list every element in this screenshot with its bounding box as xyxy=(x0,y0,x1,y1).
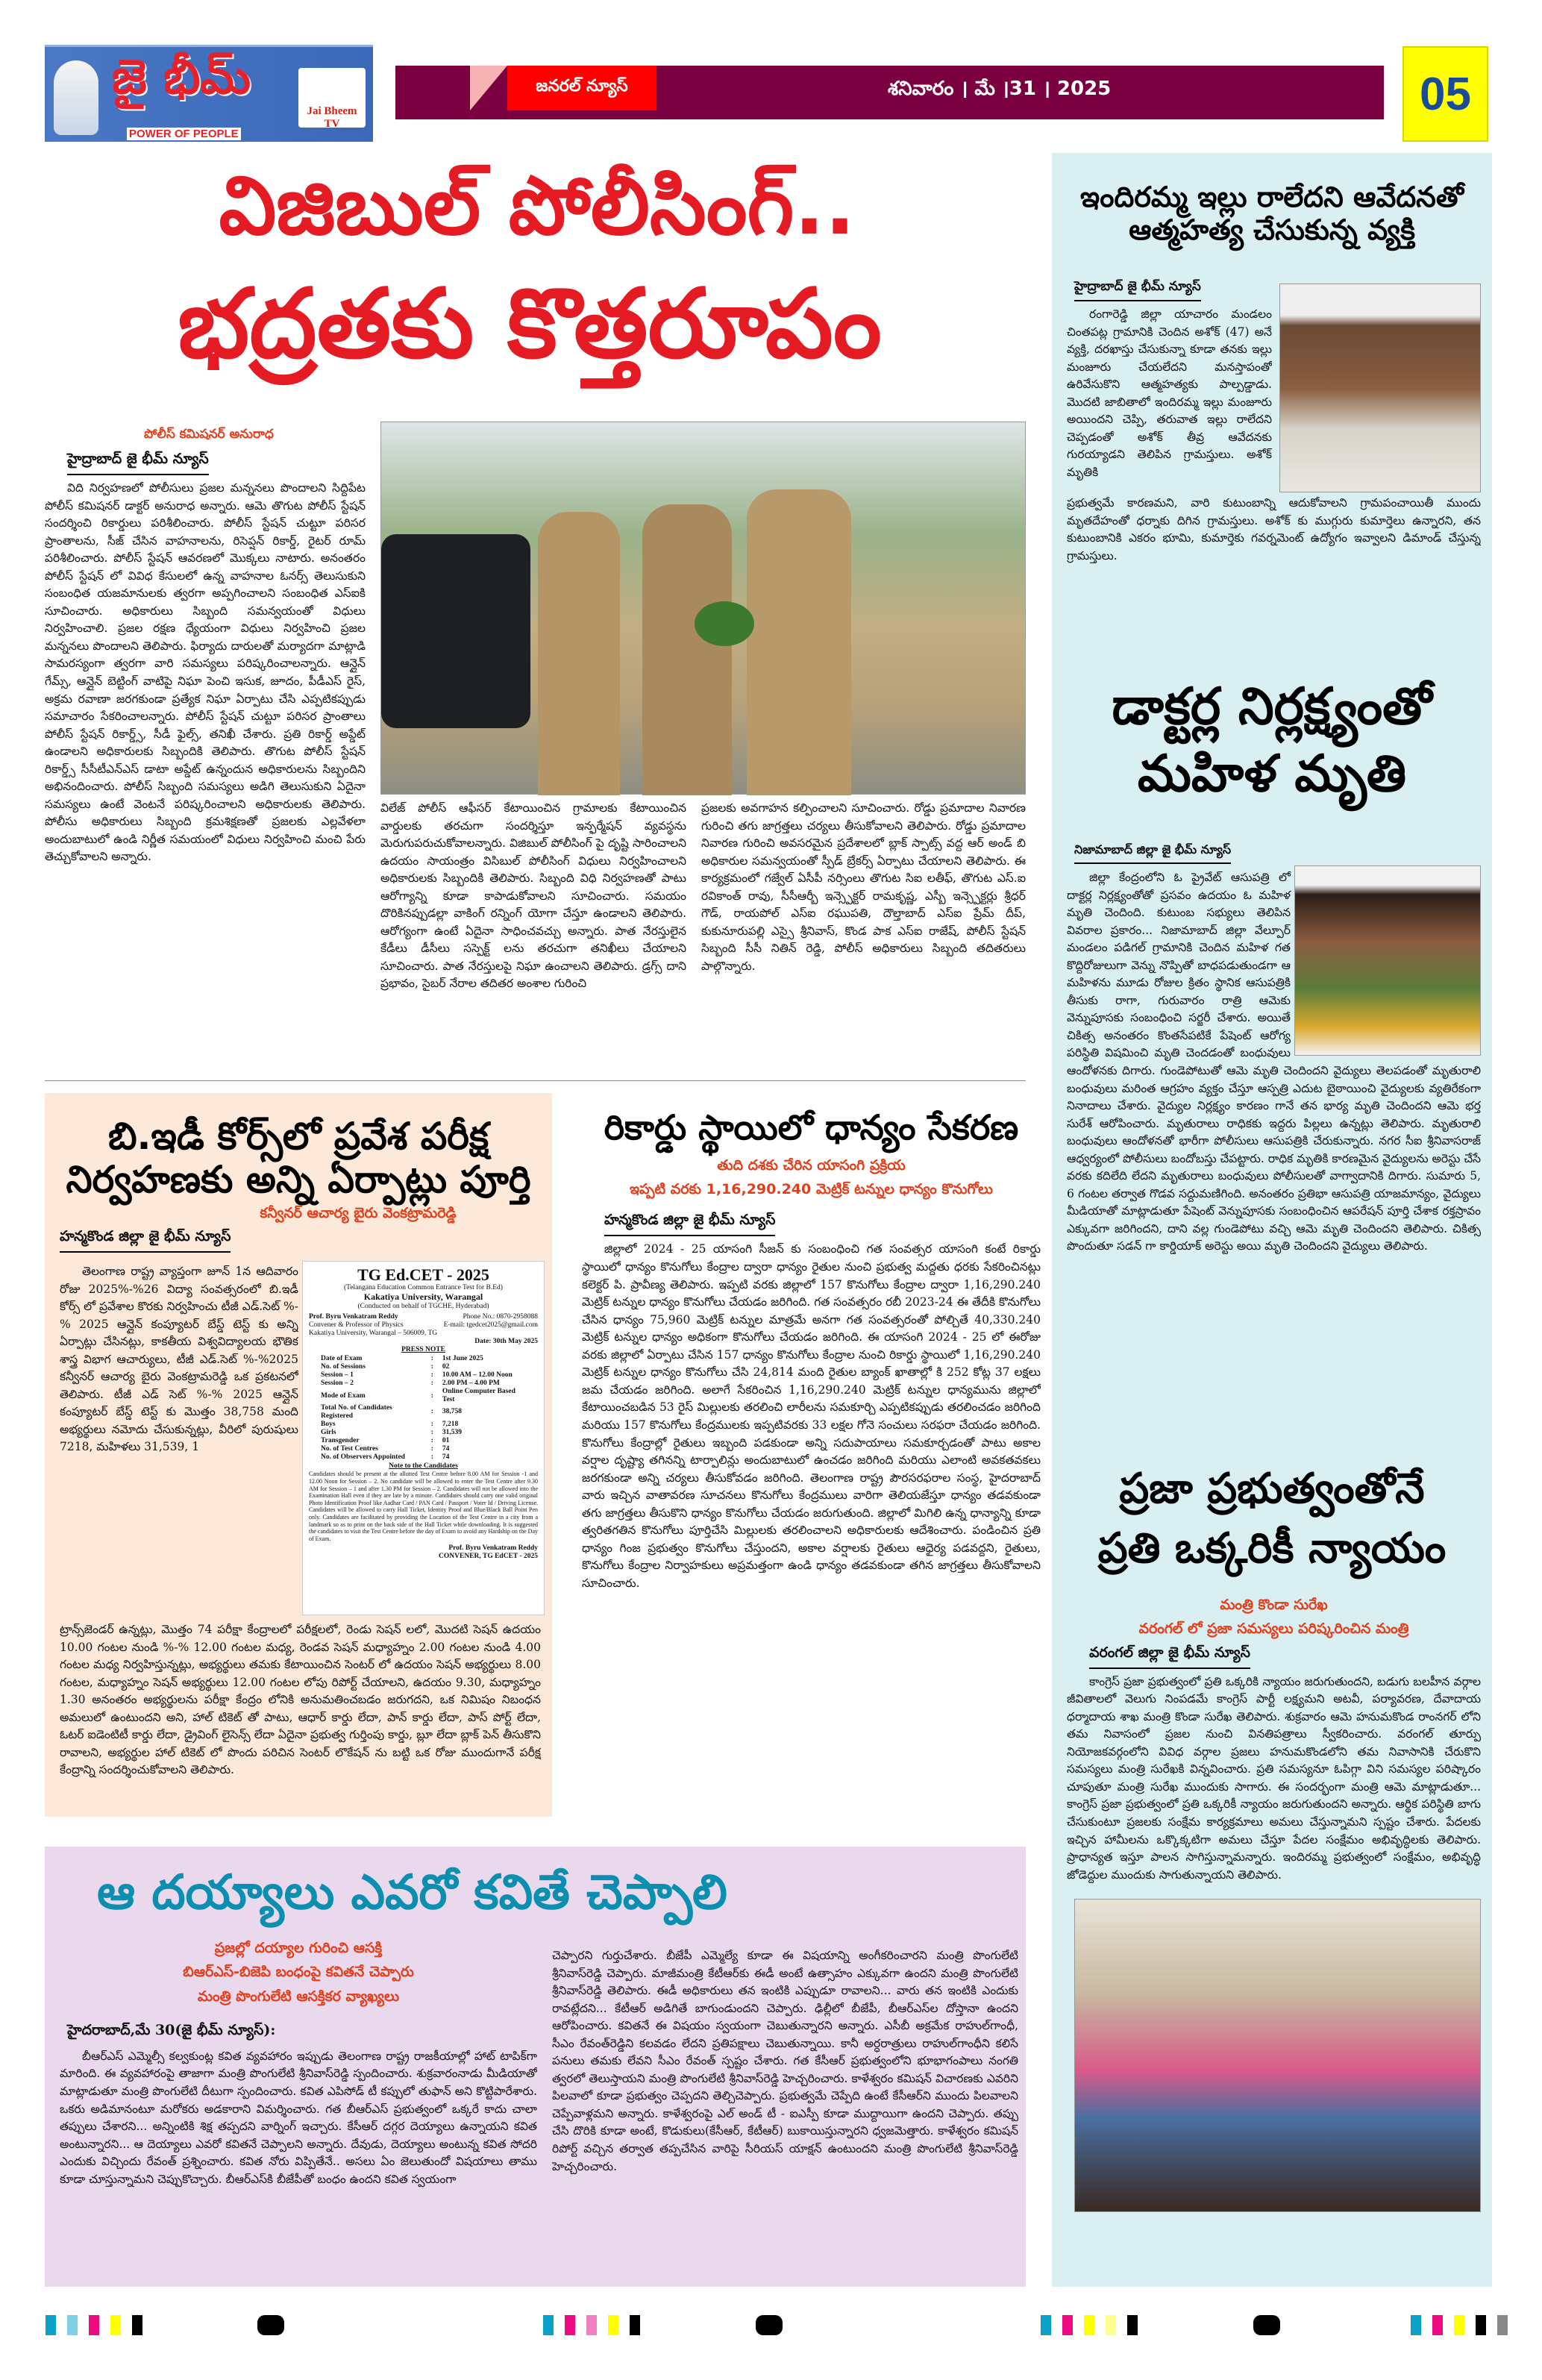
color-swatch xyxy=(630,2315,640,2335)
press-note-row xyxy=(316,1429,530,1437)
dateline: నిజామాబాద్ జిల్లా జై భీమ్ న్యూస్ xyxy=(1074,842,1231,864)
row-colon: : xyxy=(430,1371,433,1380)
bed-headline-line1: బి.ఇడీ కోర్స్‌లో ప్రవేశ పరీక్ష xyxy=(107,1115,489,1158)
color-swatch xyxy=(608,2315,618,2335)
justice-subhead-2: వరంగల్ లో ప్రజా సమస్యలు పరిష్కరించిన మంత్రి xyxy=(1138,1620,1409,1638)
press-note-row xyxy=(316,1437,530,1445)
press-note-note-heading: Note to the Candidates xyxy=(389,1462,458,1471)
row-value: 01 xyxy=(442,1436,450,1444)
main-subhead: పోలీస్ కమిషనర్ అనురాధ xyxy=(144,427,274,442)
row-key: Session – 1 xyxy=(321,1371,354,1380)
bed-subhead: కన్వీనర్ ఆచార్య బైరు వెంకట్రామరెడ్డి xyxy=(260,1205,457,1221)
color-swatch xyxy=(543,2315,554,2335)
kavitha-headline: ఆ దయ్యాలు ఎవరో కవితే చెప్పాలి xyxy=(97,1865,727,1920)
row-value: 7,218 xyxy=(442,1420,459,1428)
bed-body-full xyxy=(60,1621,541,1811)
grain-subhead-2: ఇప్పటి వరకు 1,16,290.240 మెట్రిక్ టన్నుల ధాన్యం కొనుగోలు xyxy=(629,1181,994,1198)
row-value: 31,539 xyxy=(442,1428,462,1436)
press-note-date: Date: 30th May 2025 xyxy=(474,1337,538,1345)
paragraph: తెలంగాణ రాష్ట్ర వ్యాప్తంగా జూన్ 1న ఆదివారం రోజు 2025%-%26 విద్యా సంవత్సరంలో బి.ఇడీ కోర్స్ లో ప్రవేశాల కొరకు నిర్వహించు టీజీ ఎడ్.సెట్ %-% 2025 ఆన్లైన్ కంప్యూటర్ బేస్డ్ టెస్ట్ కు అన్ని ఏర్పాట్లు చేసినట్లు, కాకతీయ విశ్వవిద్యాలయ భౌతిక శాస్త్ర విభాగ ఆచార్యులు, టీజీ ఎడ్.సెట్ %-%2025 కన్వీనర్ ఆచార్య బైరు వెంకట్రామరెడ్డి ఒక ప్రకటనలో తెలిపారు. టీజీ ఎడ్ సెట్ %-% 2025 ఆన్లైన్ కంప్యూటర్ బేస్డ్ టెస్ట్ కు మొత్తం 38,758 మంది అభ్యర్థులు నమోదు చేసుకున్నట్లు, వీరిలో పురుషులు 7218, మహిళలు 31,539, 1 xyxy=(60,1265,298,1454)
color-swatch xyxy=(1476,2315,1486,2335)
row-value: Online Computer Based Test xyxy=(442,1388,515,1404)
suicide-headline-line1: ఇందిరమ్మ ఇల్లు రాలేదని ఆవేదనతో xyxy=(1080,181,1464,213)
right-sidebar xyxy=(1052,153,1492,2287)
row-colon: : xyxy=(430,1391,433,1400)
color-swatch xyxy=(1411,2315,1421,2335)
police-article-col3 xyxy=(701,800,1026,1061)
color-swatch xyxy=(1454,2315,1464,2335)
press-note-sign-title: CONVENER, TG EdCET - 2025 xyxy=(439,1553,538,1561)
press-note-table xyxy=(316,1355,530,1461)
press-note-row xyxy=(316,1421,530,1429)
newspaper-logo xyxy=(45,45,373,142)
row-key: Mode of Exam xyxy=(321,1391,366,1400)
row-colon: : xyxy=(430,1408,433,1416)
photo-officer xyxy=(747,489,851,795)
kavitha-subhead-2: బిఆర్ఎస్-బిజెపి బంధంపై కవితనే చెప్పారు xyxy=(183,1964,414,1981)
row-colon: : xyxy=(430,1428,433,1436)
photo-officer xyxy=(538,512,620,795)
registration-mark xyxy=(257,2315,284,2335)
article-body xyxy=(582,1241,1041,1797)
row-key: Date of Exam xyxy=(321,1355,363,1363)
bed-body-left xyxy=(60,1263,298,1614)
header-bar-accent xyxy=(470,66,507,110)
dateline: హన్మకొండ జిల్లా జై భీమ్ న్యూస్ xyxy=(604,1212,775,1236)
color-swatch xyxy=(67,2315,78,2335)
police-commissioner-photo xyxy=(380,422,1026,795)
article-body xyxy=(1067,1673,1481,1890)
police-article-col2 xyxy=(380,800,686,1061)
ambedkar-portrait xyxy=(54,60,98,135)
color-swatch xyxy=(1041,2315,1051,2335)
press-note-row xyxy=(316,1404,530,1421)
paragraph: ప్రజలకు అవగాహన కల్పించాలని సూచించారు. రోడ్డు ప్రమాదాల నివారణ గురించి తగు జాగ్రత్తలు చర్యలు తీసుకోవాలని తెలిపారు. రోడ్డు ప్రమాదాల నివారణ గురించి అవసరమైన ప్రదేశాలలో బ్లాక్ స్పాట్స్ వద్ద ఆర్ అండ్ బి అధికారుల సమన్వయంతో స్పీడ్ బ్రేకర్స్ ఏర్పాటు చేయాలని తెలిపారు. ఈ కార్యక్రమంలో గజ్వేల్ ఏసీపీ నర్సింలు తొగుట సిఐ లతీఫ్, తొగుట ఎస్.ఐ రవికాంత్ రావు, సీసీఆర్బీ ఇన్స్పెక్టర్ రామకృష్ణ, ఎస్బీ ఇన్స్పెక్టర్లు శ్రీధర్ గౌడ్, రాయపోల్ ఎస్ఐ రఘుపతి, దౌల్తాబాద్ ఎస్ఐ ప్రేమ్ దీప్, కుకునూరుపల్లి ఎస్సై శ్రీనివాస్, కొండ పాక ఎస్ఐ రాజేష్, పోలీస్ స్టేషన్ సిబ్బంది సీసీ నితిన్ రెడ్డి, పోలీస్ అధికారులు సిబ్బంది తదితరులు పాల్గొన్నారు. xyxy=(701,801,1026,973)
photo-car xyxy=(381,534,530,728)
victim-photo xyxy=(1279,284,1481,492)
row-colon: : xyxy=(430,1420,433,1428)
press-note-email: E-mail: tgedcet2025@gmail.com xyxy=(443,1321,538,1329)
paragraph: చెప్పారని గుర్తుచేశారు. బీజేపీ ఎమ్మెల్యే కూడా ఈ విషయాన్ని అంగీకరించారని మంత్రి పొంగులేటి శ్రీనివాస్‌రెడ్డి చెప్పారు. మాజీమంత్రి కేటీఆర్‌కు ఈడీ అంటే ఉత్సాహం ఎక్కువగా ఉందని మంత్రి పొంగులేటి శ్రీనివాస్‌రెడ్డి తెలిపారు. ఈడీ అధికారులు తన ఇంటికి ఎప్పుడూ రావాలని... వారు తన ఇంటికి ఎందుకు రావట్లేదని... కేటీఆర్ అడిగితే బాగుండుందని చెప్పారు. ఢిల్లీలో బీజేపీ, బీఆర్ఎస్‌ల దోస్తానా ఉందని ఆరోపించారు. కవితనే ఈ విషయం స్వయంగా చెబుతున్నారని అన్నారు. ఎసీబీ అక్రమేక రాహుల్‌గాంధీ, సీఎం రేవంత్‌రెడ్డిని కలవడం లేదని ప్రతిపక్షాలు చెబుతున్నాయి. కానీ అర్ధరాత్రులు రాహుల్‌గాంధీని కలిసే పనులు తమకు లేవని సీఎం రేవంత్ స్పష్టం చేశారు. గత కేసీఆర్ ప్రభుత్వంలోని భూభాగంపాలు నంగతి త్వరలో తెలుస్తాయని మంత్రి పొంగులేటి శ్రీనివాస్‌రెడ్డి హెచ్చరించారు. కాళేశ్వరం కమిషన్ విచారణకు ఎవరిని పిలవాలో కూడా ప్రభుత్వం చెప్పదని తెల్చిచెప్పారు. ప్రభుత్వమే చెప్పేది ఉంటే కేసీఆర్‌ని ముందు పిలవాలని చెప్పేవాళ్లమని అన్నారు. కాళేశ్వరంపై ఎల్ అండ్ టీ - ఐఎస్పీ కూడా ముద్దాయిగా ఉందని చెప్పారు. తప్పు చేసి దొరికి కూడా అంటే, కొడుకులు(కేసీఆర్, కేటీఆర్) బుకాయిస్తున్నారని ధ్వజమెత్తారు. కాళేశ్వరం కమిషన్ రిపోర్ట్ వచ్చిన తర్వాత తప్పచేసిన వారిపై సీరియస్ యాక్షన్ ఉంటుందని మంత్రి పొంగులేటి శ్రీనివాస్‌రెడ్డి హెచ్చరించారు. xyxy=(552,1949,1018,2173)
row-value: 74 xyxy=(442,1444,450,1453)
grain-subhead-1: తుది దశకు చేరిన యాసంగి ప్రక్రియ xyxy=(717,1156,906,1174)
press-note-conducted: (Conducted on behalf of TGCHE, Hyderabad) xyxy=(357,1302,489,1310)
grain-headline: రికార్డు స్థాయిలో ధాన్యం సేకరణ xyxy=(604,1107,1019,1147)
color-swatch xyxy=(1084,2315,1094,2335)
press-note-phone: Phone No.: 0870-2958088 xyxy=(463,1312,538,1321)
dateline: హైదరాబాద్,మే 30(జై భీమ్ న్యూస్): xyxy=(67,2021,276,2038)
issue-date: శనివారం । మే ।31 । 2025 xyxy=(888,78,1112,100)
row-key: Boys xyxy=(321,1420,336,1428)
kavitha-subhead-3: మంత్రి పొంగులేటి ఆసక్తికర వ్యాఖ్యలు xyxy=(197,1988,400,2005)
paragraph: జిల్లాలో 2024 - 25 యాసంగి సీజన్ కు సంబంధించి గత సంవత్సర యాసంగి కంటే రికార్డు స్థాయిలో ధాన్యం కొనుగోలు కేంద్రాల ద్వారా ధాన్యం రైతుల నుంచి ప్రభుత్వ మద్దతు ధరకు సేకరించినట్లు కలెక్టర్ పి. ప్రావీణ్య తెలిపారు. ఇప్పటి వరకు జిల్లాలో 157 కొనుగోలు కేంద్రాల ద్వారా 1,16,290.240 మెట్రిక్ టన్నుల ధాన్యం కొనుగోలు చేయడం జరిగింది. గత సంవత్సరం రబీ 2023-24 ఈ తేదీకి కొనుగోలు చేసిన ధాన్యం 75,960 మెట్రిక్ టన్నుల మాత్రమే అనగా గత సంవత్సరంతో పోల్చితే 40,330.240 మెట్రిక్ టన్నుల ధాన్యం అధికంగా కొనుగోలు చేయడం జరిగింది. ఈ యాసంగి 2024 - 25 లో ఈరోజు వరకు జిల్లాలో ఏర్పాటు చేసిన 157 ధాన్యం కొనుగోలు కేంద్రాల నుంచి రికార్డు స్థాయిలో 1,16,290.240 మెట్రిక్ టన్నుల ధాన్యం కొనుగోలు చేసి 24,814 మంది రైతుల బ్యాంక్ ఖాతాల్లో కి 252 కోట్ల 37 లక్షలు జమ చేయడం జరిగింది. అలాగే సేకరించిన 1,16,290.240 మెట్రిక్ టన్నుల ధాన్యమును జిల్లాలో కేటాయించబడిన 53 రైస్ మిల్లులకు తరలించి లారీలను సమకూర్చి ఎప్పటికప్పుడు తరలించడం జరిగింది మరియు 157 కొనుగోలు కేంద్రములకు ఇప్పటివరకు 33 లక్షల గోనె సంచులు సరఫరా చేయడం జరిగింది. కొనుగోలు కేంద్రాల్లో రైతులు ఇబ్బంది పడకుండా అన్ని సదుపాయాలు సమకూర్చడంతో పాటు అకాల వర్షాల దృష్ట్యా తగినన్ని టార్పాలిన్లు అందుబాటులో ఉంచడం జరిగింది మరియు ఎలాంటి అవకతవకలు జరగకుండా అన్ని చర్యలు తీసుకోవడం జరిగింది. తెలంగాణ రాష్ట్ర పౌరసరఫరాల సంస్థ, హైదరాబాద్ వారు ఇచ్చిన వాతావరణ సూచనలు కొనుగోలు కేంద్రములు వారిగా తెలియజేస్తూ ధాన్యం తడవకుండా తగు జాగ్రత్తలు తీసుకొని ధాన్యం కొనుగోలు చేయడం జరుగుతుంది. జిల్లాలో మిగిలి ఉన్న ధాన్యాన్ని కూడా త్వరితగతిన కొనుగోలు పూర్తిచేసి మిల్లులకు తరలించాలని అధికారులకు ఆదేశించారు. పండించిన ప్రతి ధాన్యం గింజ ప్రభుత్వం కొనుగోలు చేస్తుందని, అకాల వర్షాలకు రైతులు ఆధైర్య పడవద్దని, రైతులు, కొనుగోలు కేంద్రాల నిర్వాహకులు అప్రమత్తంగా ఉండి ధాన్యం తడవకుండా తగిన జాగ్రత్తలు తీసుకోవాలని సూచించారు. xyxy=(582,1242,1041,1590)
header-bar xyxy=(395,66,1384,119)
press-note-row xyxy=(316,1388,530,1404)
row-value: 2.00 PM – 4.00 PM xyxy=(442,1380,500,1388)
row-colon: : xyxy=(430,1380,433,1388)
row-colon: : xyxy=(430,1355,433,1363)
press-note-prof-title: Convener & Professor of Physics xyxy=(309,1321,404,1329)
registration-mark xyxy=(756,2315,783,2335)
row-value: 1st June 2025 xyxy=(442,1355,483,1363)
kavitha-subhead-1: ప్రజల్లో దయ్యాల గురించి ఆసక్తి xyxy=(214,1940,383,1956)
dateline: వరంగల్ జిల్లా జై భీమ్ న్యూస్ xyxy=(1089,1644,1250,1669)
photo-officer xyxy=(642,504,732,795)
section-label: జనరల్ న్యూస్ xyxy=(507,66,656,110)
row-colon: : xyxy=(430,1436,433,1444)
press-note-title: TG Ed.CET - 2025 xyxy=(357,1265,489,1284)
press-note-heading: PRESS NOTE xyxy=(401,1345,445,1353)
justice-headline-line2: ప్రతి ఒక్కరికీ న్యాయం xyxy=(1097,1524,1447,1573)
doctor-body xyxy=(1067,869,1481,1436)
paragraph: ట్రాన్స్‌జెండర్ ఉన్నట్లు, మొత్తం 74 పరీక్షా కేంద్రాలలో పరీక్షలలో, రెండు సెషన్ లలో, మొదటి సెషన్ ఉదయం 10.00 గంటల నుండి %-% 12.00 గంటల మధ్య, రెండవ సెషన్ మధ్యాహ్నం 2.00 గంటల నుండి 4.00 గంటల మధ్య నిర్వహిస్తున్నట్లు, అభ్యర్థులు తమకు కేటాయించిన సెంటర్ లో ఉదయం సెషన్ అభ్యర్థులు 8.00 గంటల, మధ్యాహ్నం సెషన్ అభ్యర్థులు 12.00 గంటల లోపు రిపోర్ట్ చేయాలని, ఉదయం 9.30, మధ్యాహ్నం 1.30 అనంతరం అభ్యర్థులను పరీక్షా కేంద్రం లోనికి అనుమతించబడం జరుగదని, ఒక నిమిషం నిబంధన అమలులో ఉంటుందని అని, హాల్ టికెట్ తో పాటు, ఆధార్ కార్డు లేదా, పాన్ కార్డు లేదా, పాస్ పోర్ట్ లేదా, ఓటర్ ఐడెంటిటీ కార్డు లేదా, డ్రైవింగ్ లైసెన్స్ లేదా ఏదైనా ప్రభుత్వ గుర్తింపు కార్డు, బ్లూ లేదా బ్లాక్ పెన్ తీసుకొని రావాలని, అభ్యర్థుల హాల్ టికెట్ లో పొందు పరిచిన సెంటర్ లొకేషన్ ను బట్టి ఒక రోజు ముందుగానే పరీక్ష కేంద్రాన్ని సందర్శించుకోవాలని తెలిపారు. xyxy=(60,1623,541,1777)
color-swatch xyxy=(1127,2315,1138,2335)
dateline: హైద్రాబాద్ జై భీమ్ న్యూస్ xyxy=(67,451,209,475)
color-swatch xyxy=(565,2315,575,2335)
press-note-image xyxy=(302,1261,545,1615)
row-key: Total No. of Candidates Registered xyxy=(321,1403,392,1420)
grain-article xyxy=(582,1108,1041,1797)
press-note-row xyxy=(316,1453,530,1462)
justice-headline-line1: ప్రజా ప్రభుత్వంతోనే xyxy=(1119,1465,1425,1513)
row-key: No. of Observers Appointed xyxy=(321,1453,405,1461)
row-colon: : xyxy=(430,1363,433,1371)
row-value: 38,758 xyxy=(442,1408,462,1416)
press-note-sign-name: Prof. Byru Venkatram Reddy xyxy=(448,1544,538,1553)
article-body xyxy=(45,480,366,1069)
bed-article xyxy=(45,1093,552,1817)
dateline: హన్మకొండ జిల్లా జై భీమ్ న్యూస్ xyxy=(60,1228,231,1253)
row-key: Girls xyxy=(321,1428,336,1436)
minister-meeting-photo xyxy=(1074,1899,1481,2212)
row-key: No. of Test Centres xyxy=(321,1444,378,1453)
suicide-headline-line2: ఆత్మహత్య చేసుకున్న వ్యక్తి xyxy=(1129,213,1415,246)
dateline: హైద్రాబాద్ జై భీమ్ న్యూస్ xyxy=(1074,279,1201,301)
paragraph: ప్రభుత్వమే కారణమని, వారి కుటుంబాన్ని ఆదుకోవాలని గ్రామపంచాయితీ ముందు మృతదేహంతో ధర్నాకు దిగిన గ్రామస్తులు. అశోక్ కు ముగ్గురు కుమార్తెలు ఉన్నారని, తన కుటుంబానికి ఎకరం భూమి, కుమార్తెకు గవర్నమెంట్ ఉద్యోగం ఇవ్వాలని డిమాండ్ చేస్తున్న గ్రామస్తులు. xyxy=(1067,496,1481,563)
press-note-row xyxy=(316,1363,530,1371)
paragraph: జిల్లా కేంద్రంలోని ఓ ప్రైవేట్ ఆసుపత్రి లో దాక్టర్ల నిర్లక్ష్యంతోతో ప్రసవం ఉదయం ఓ మహిళ మృతి చెందింది. కుటుంబ సభ్యులు తెలిపిన వివరాల ప్రకారం... నిజామాబాద్ జిల్లా వేల్పూర్ మండలం పడిగల్ గ్రామానికి చెందిన మహిళ గత కొద్దిరోజులుగా వెన్ను నొప్పితో బాధపడుతుండగా ఆ మహిళను మూడు రోజుల క్రితం స్థానిక ఆసుపత్రికి తీసుకు రాగా, గురువారం రాత్రి ఆమెకు వెన్నుపూసకు సంబంధించి సర్జరీ చేశారు. అయితే చికిత్స అనంతరం కొంతసేపటికే పేషెంట్ ఆరోగ్య పరిస్థితి విషమించి మృతి చెందడంతో బంధువులు ఆందోళనకు దిగారు. గుండెపోటుతో ఆమె మృతి చెందిందని వైద్యులు తెలపడంతో మృతురాలి బంధువులు మరింత ఆగ్రహం వ్యక్తం చేస్తూ ఆస్పత్రి ఎదుట బైఠాయించి వైద్యులకు వ్యతిరేకంగా నినాదాలు చేశారు. వైద్యుల నిర్లక్ష్యం కారణం గానే తన భార్య మృతి చెందిందని ఆమె భర్త సురేశ్ ఆరోపించారు. మృతురాలు రాధికకు ఇద్దరు పిల్లలు ఉన్నట్లు తెలిపారు. మృతురాలి బంధువులు ఆందోళనతో భారీగా పోలీసులు ఆసుపత్రికి చేరుకున్నారు. నగర సీఐ శ్రీనివాసరాజ్ ఆధ్వర్యంలో పోలీసులు బందోబస్తు చేపట్టారు. రాధిక మృతికి కారణమైన వైద్యులను అరెస్టు చేసే వరకు కదిలేది లేదని మృతురాలు బంధువులు పోలీసులతో వాగ్వాదానికి దిగారు. సుమారు 5, 6 గంటల తర్వాత గొడవ సద్దుమణిగింది. అనంతరం ప్రతిభా ఆసుపత్రి యాజమాన్యం, వైద్యులు మీడియాతో మాట్లాడుతూ పేషెంట్ వెన్నుపూసకు సంబంధించిన ఆపరేషన్ పూర్తి చేశాక రక్తస్రావం ఎక్కువగా జరిగిందని, దాని వల్ల గుండెపోటు వచ్చి ఆమె మృతి చెందిందని తెలిపారు. చికిత్స పొందుతూ సడన్ గా కార్డియాక్ అరెస్టు అయి మృతి చెందిందని వైద్యులు తెలిపారు. xyxy=(1067,871,1481,1253)
color-swatch xyxy=(46,2315,56,2335)
photo-spacer xyxy=(1291,869,1481,1059)
article-body xyxy=(60,2048,537,2272)
press-note-prof: Prof. Byru Venkatram Reddy xyxy=(309,1312,398,1321)
row-value: 74 xyxy=(442,1453,450,1461)
row-key: No. of Sessions xyxy=(321,1363,366,1371)
main-headline-line1: విజిబుల్ పోలీసింగ్.. xyxy=(219,160,856,253)
press-note-note-text: Candidates should be present at the allotted Test Centre before 8.00 AM for Session -1 and 12.00 Noon for Session – 2. No candidate will be allowed to enter the Test Centre after 9.30 AM for Session – 1 and after 1.30 PM for Session – 2. Candidates will not be allowed into the Examination Hall even if they are late by a minute. Candidates should carry one valid original Photo Identification Proof like Aadhar Card / PAN Card / Passport / Voter Id / Driving License. Candidates will be allowed to carry Hall Ticket, Identity Proof and Blue/Black Ball Point Pen only. Candidates are facilitated by providing the Location of the Test Centre in a city from a landmark so as to print on the back side of the Hall Ticket while downloading. It is suggested the candidates to visit the Test Centre before the day of Exam to avoid any Hardship on the Day of Exam. xyxy=(309,1471,538,1542)
photo-plant xyxy=(695,601,754,646)
paragraph: కాంగ్రెస్ ప్రజా ప్రభుత్వంలో ప్రతి ఒక్కరికి న్యాయం జరుగుతుందని, బడుగు బలహీన వర్గాల జీవితాలలో వెలుగు నింపడమే కాంగ్రెస్ పార్టీ లక్ష్యమని అటవీ, పర్యావరణ, దేవాదాయ ధర్మాదాయ శాఖ మంత్రి కొండా సురేఖ తెలిపారు. శుక్రవారం ఆమె హనుమకొండ రాంనగర్ లోని తమ నివాసంలో ప్రజల నుంచి వినతిపత్రాలు స్వీకరించారు. వరంగల్ తూర్పు నియోజకవర్గంలోని వివిధ వర్గాల ప్రజలు హనుమకొండలోని తమ నివాసానికి చేరుకొని సమస్యలు మంత్రి సురేఖకి విన్నవించారు. ప్రతి సమస్యనూ ఓపిగ్గా విని సమస్యల పరిష్కారం చూపుతూ మంత్రి సురేఖ ముందుకు సాగారు. ఈ సందర్భంగా మంత్రి ఆమె మాట్లాడుతూ... కాంగ్రెస్ ప్రజా ప్రభుత్వంలో ప్రతి ఒక్కరికీ న్యాయం జరుగుతుందని అన్నారు. ఆర్థిక పరిస్థితి బాగు చేసుకుంటూ ప్రజలకు సంక్షేమ కార్యక్రమాలు అమలు చేస్తున్నామని స్పష్టం చేశారు. పేదలకు ఇచ్చిన హామీలను ఒక్కొక్కటిగా అమలు చేస్తూ పేదల సంక్షేమం అభివృద్ధిలకు తెలిపారు. ప్రాధాన్యత ఇస్తూ పాలన సాగిస్తున్నామన్నారు. ఇందిరమ్మ ప్రభుత్వంలో సంక్షేమం, అభివృద్ధి జోడెద్దుల ముందుకు సాగుతున్నాయని తెలిపారు. xyxy=(1067,1674,1481,1882)
police-article-col1 xyxy=(45,448,366,1069)
tv-logo: Jai Bheem TV xyxy=(298,68,366,128)
logo-title: జై భీమ్ xyxy=(112,50,251,105)
page-number: 05 xyxy=(1402,46,1488,142)
color-swatch xyxy=(132,2315,142,2335)
press-note-row xyxy=(316,1371,530,1380)
paragraph: విది నిర్వహణలో పోలీసులు ప్రజల మన్ననలు పొందాలని సిద్దిపేట పోలీస్ కమిషనర్ డాక్టర్ అనురాధ అన్నారు. ఆమె తొగుట పోలీస్ స్టేషన్ సందర్శించి రికార్డులు పరిశీలించారు. పోలీస్ స్టేషన్ చుట్టూ పరిసర ప్రాంతాలను, సీజ్ చేసిన వాహనాలను, రిసెప్షన్ రికార్డ్, రైటర్ రూమ్ పరిశీలించారు. పోలీస్ స్టేషన్ ఆవరణలో మొక్కలు నాటారు. అనంతరం పోలీస్ స్టేషన్ లో వివిధ కేసులలో ఉన్న వాహనాల ఓనర్స్ తెలుసుకుని సంబంధిత యజమానులకు త్వరగా అప్పగించాలని సంబంధిత ఎస్ఐకి సూచించారు. అధికారులు సిబ్బంది సమన్వయంతో విధులు నిర్వహించాలి. ప్రజల రక్షణ ధ్యేయంగా విధులు నిర్వహించి ప్రజల మన్ననలు పొందాలని తెలిపారు. ఫిర్యాదు దారులతో మర్యాదగా మాట్లాడి సామరస్యంగా త్వరగా వారి సమస్యలు పరిష్కరించాలన్నారు. ఆన్లైన్ గేమ్స్, ఆన్లైన్ బెట్టింగ్ వాటిపై నిఘా పెంచి ఇసుక, జూదం, పీడీఎస్ రైస్, అక్రమ రవాణా జరగకుండా ప్రత్యేక నిఘా ఏర్పాటు చేసి ఎప్పటికప్పుడు సమాచారం సేకరించాలన్నారు. పోలీస్ స్టేషన్ చుట్టూ పరిసర ప్రాంతాలు పోలీస్ స్టేషన్ రికార్డ్స్, సీడీ ఫైల్స్, తనిఖీ చేశారు. ప్రతి రికార్డ్ అప్డేట్ ఉండాలని అధికారులకు సిబ్బందికి తెలిపారు. తొగుట పోలీస్ స్టేషన్ రికార్డ్స్ సీసీటీఎన్ఎస్ డాటా అప్డేట్ ఉన్నందున అధికారులను సిబ్బందిని అభినందించారు. పోలీస్ సిబ్బంది సమస్యలు అడిగి తెలుసుకుని ఏదైనా సమస్యలు ఉంటే వెంటనే పరిష్కరించాలని అధికారులకు తెలిపారు. పోలీసు అధికారులు సిబ్బంది క్రమశిక్షణతో ప్రజలకు ఎల్లవేళలా అందుబాటులో ఉండి నిర్ణీత సమయంలో విధులు నిర్వహించి మంచి పేరు తెచ్చుకోవాలని అన్నారు. xyxy=(45,481,366,864)
press-note-row xyxy=(316,1355,530,1363)
row-value: 10.00 AM – 12.00 Noon xyxy=(442,1371,513,1380)
row-colon: : xyxy=(430,1453,433,1461)
press-note-subtitle: (Telangana Education Common Entrance Test for B.Ed) xyxy=(344,1284,503,1292)
doctor-headline-line2: మహిళ మృతి xyxy=(1137,745,1407,804)
color-swatch xyxy=(586,2315,597,2335)
row-key: Session – 2 xyxy=(321,1380,354,1388)
doctor-headline-line1: డాక్టర్ల నిర్లక్ష్యంతో xyxy=(1112,677,1432,736)
row-value: 02 xyxy=(442,1363,450,1371)
kavitha-right-col xyxy=(552,1947,1018,2276)
paragraph: విలేజ్ పోలీస్ ఆఫీసర్ కేటాయించిన గ్రామాలకు కేటాయించిన వార్డులకు తరచుగా సందర్శిస్తూ ఇన్ఫర్మేషన్ వ్యవస్థను మెరుగుపరుచుకోవాలన్నారు. విజిబుల్ పోలీసింగ్ పై దృష్టి సారించాలని ఉదయం సాయంత్రం విసిబుల్ పోలీసింగ్ విధులు నిర్వహించాలని అధికారులకు సిబ్బందికి తెలిపారు. సిబ్బంది విధి నిర్వహణతో పాటు ఆరోగ్యాన్ని కూడా కాపాడుకోవాలని సూచించారు. సమయం దొరికినప్పుడల్లా వాకింగ్ రన్నింగ్ యోగా చేస్తూ ఉండాలని తెలిపారు. ఆరోగ్యంగా ఉంటే ఏదైనా సాధించవచ్చు అన్నారు. పాత నేరస్తులైన కేడీలు డీసీలు సస్పెక్ట్ లను తరచుగా తనిఖీలు చేయాలని సూచించారు. పాత నేరస్తులపై నిఘా ఉంచాలని తెలిపారు. డ్రగ్స్ దాని ప్రభావం, సైబర్ నేరాల తదితర అంశాల గురించి xyxy=(380,801,686,991)
row-key: Transgender xyxy=(321,1436,360,1444)
press-note-university: Kakatiya University, Warangal xyxy=(363,1291,483,1303)
color-swatch xyxy=(1497,2315,1508,2335)
article-body xyxy=(1067,306,1272,498)
row-colon: : xyxy=(430,1444,433,1453)
logo-tagline: POWER OF PEOPLE xyxy=(127,128,241,140)
color-swatch xyxy=(1106,2315,1116,2335)
paragraph: బీఆర్ఎస్ ఎమ్మెల్సీ కల్వకుంట్ల కవిత వ్యవహారం ఇప్పుడు తెలంగాణ రాష్ట్ర రాజకీయాల్లో హాట్ టాపిక్‌గా మారింది. ఈ వ్యవహారంపై తాజాగా మంత్రి పొంగులేటి శ్రీనివాస్‌రెడ్డి స్పందించారు. శుక్రవారంనాడు మీడియాతో మాట్లాడుతూ మంత్రి పొంగులేటి దీటుగా స్పందించారు. కవిత ఎపిసోడ్ టీ కప్పులో తుఫాన్ అని కొట్టిపారేశారు. ఒకరు అడిమానంటూ మరోకరు అడకారాని విమర్శించారు. గత బీఆర్ఎస్ ప్రభుత్వంలో ఒక్కరే కాదు చాలా తప్పులు చేశారని... అన్నింటికి శిక్ష తప్పదని వార్నింగ్ ఇచ్చారు. కేసీఆర్ దగ్గర దెయ్యాలు ఉన్నాయని కవిత అంటున్నారని... ఆ దెయ్యాలు ఎవరో కవితనే చెప్పాలని అన్నారు. దేవుడు, దెయ్యాలు అంటున్న కవిత సోదరి ఎందుకు విచ్చిందు రేవంత్ ప్రశ్నించారు. కవిత నోరు విప్పితేనే.. అసలు ఏం జెలుతుందో విషయాలు తాము కూడా చూస్తున్నామని చెప్పుకొచ్చారు. బీఆర్ఎస్‌కి బీజేపీతో బంధం ఉందని కవిత స్వయంగా xyxy=(60,2049,537,2186)
section-divider xyxy=(45,1080,1026,1081)
kavitha-left-col xyxy=(60,1936,537,2272)
press-note-address: Kakatiya University, Warangal – 506009, TG xyxy=(309,1329,438,1337)
bed-headline-line2: నిర్వహణకు అన్ని ఏర్పాట్లు పూర్తి xyxy=(66,1157,531,1201)
color-swatch xyxy=(1062,2315,1073,2335)
main-headline-line2: భద్రతకు కొత్తరూపం xyxy=(178,269,882,380)
suicide-body-bottom xyxy=(1067,495,1481,651)
color-swatch xyxy=(110,2315,121,2335)
press-note-row xyxy=(316,1445,530,1453)
color-swatch xyxy=(1432,2315,1443,2335)
registration-mark xyxy=(1253,2315,1280,2335)
justice-subhead-1: మంత్రి కొండా సురేఖ xyxy=(1220,1597,1328,1613)
color-swatch xyxy=(89,2315,99,2335)
paragraph: రంగారెడ్డి జిల్లా యాచారం మండలం చింతపట్ల గ్రామానికి చెందిన అశోక్ (47) అనే వ్యక్తి, దరఖాస్తు చేసుకున్నా కూడా తనకు ఇల్లు మంజూరు చేయలేదని మనస్తాపంతో ఉరివేసుకొని ఆత్మహత్యకు పాల్పడ్డాడు. మొదటి జాబితాలో ఇందిరమ్మ ఇల్లు మంజూరు అయిందని చెప్పి, తరువాత ఇల్లు రాలేదని చెప్పడంతో అశోక్ తీవ్ర ఆవేదనకు గురయ్యాడని తెలిపిన గ్రామస్తులు. అశోక్ మృతికి xyxy=(1067,307,1272,479)
press-note-row xyxy=(316,1380,530,1388)
kavitha-article xyxy=(45,1847,1026,2287)
